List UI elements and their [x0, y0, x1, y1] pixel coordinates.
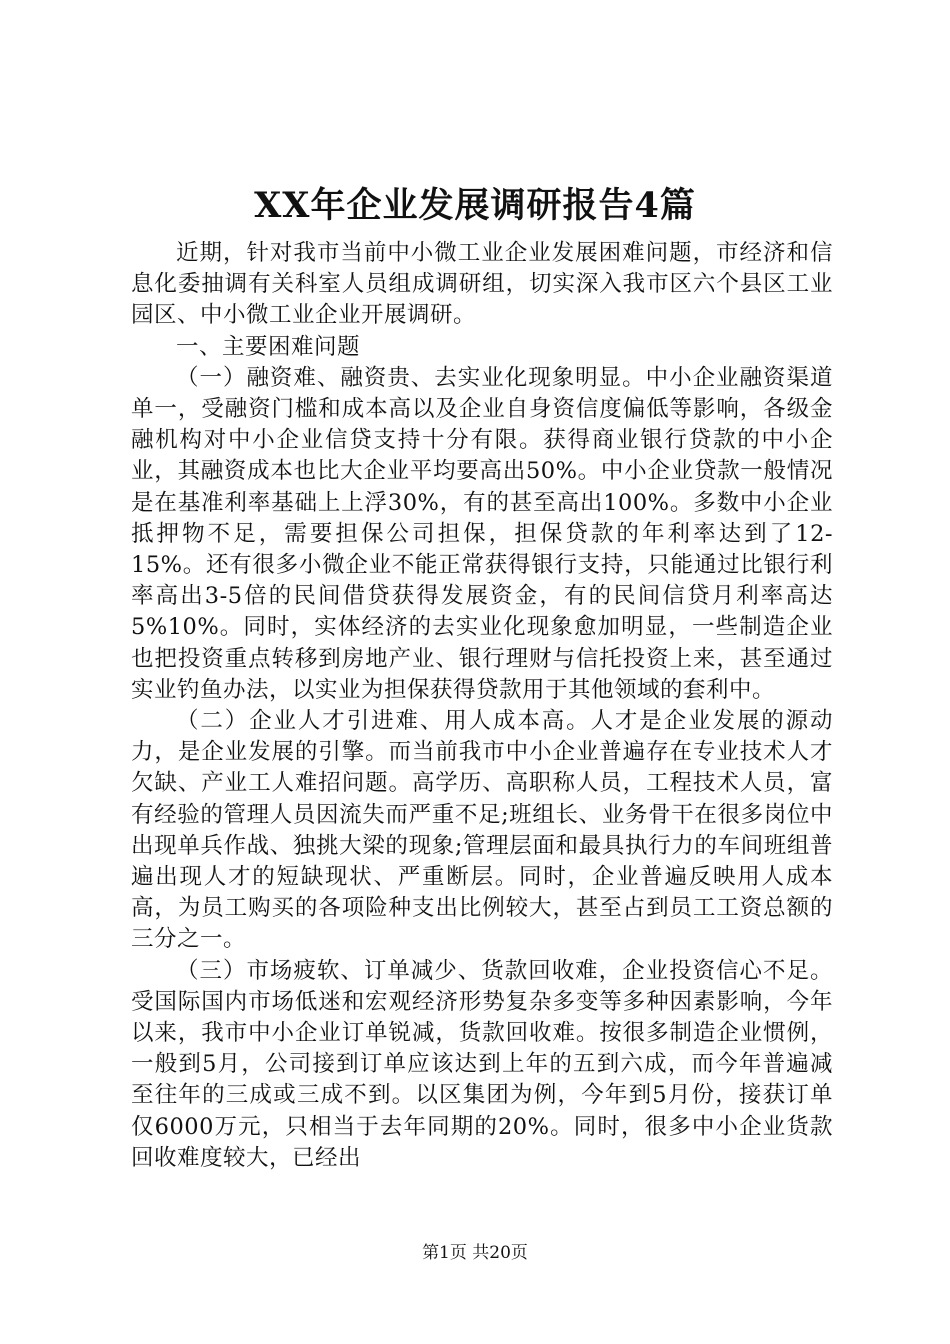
document-title: XX年企业发展调研报告4篇	[254, 185, 696, 226]
page-footer: 第1页 共20页	[422, 1243, 528, 1263]
paragraph-intro: 近期，针对我市当前中小微工业企业发展困难问题，市经济和信息化委抽调有关科室人员组成调研组，切实深入我市区六个县区工业园区、中小微工业企业开展调研。	[131, 240, 833, 329]
document-body	[131, 238, 833, 1174]
paragraph-financing: （一）融资难、融资贵、去实业化现象明显。中小企业融资渠道单一，受融资门槛和成本高以及企业自身资信度偏低等影响，各级金融机构对中小企业信贷支持十分有限。获得商业银行贷款的中小企业，其融资成本也比大企业平均要高出50%。中小企业贷款一般情况是在基准利率基础上上浮30%，有的甚至高出100%。多数中小企业抵押物不足，需要担保公司担保，担保贷款的年利率达到了12-15%。还有很多小微企业不能正常获得银行支持，只能通过比银行利率高出3-5倍的民间借贷获得发展资金，有的民间信贷月利率高达5%10%。同时，实体经济的去实业化现象愈加明显，一些制造企业也把投资重点转移到房地产业、银行理财与信托投资上来，甚至通过实业钓鱼办法，以实业为担保获得贷款用于其他领域的套利中。	[131, 364, 833, 703]
section-heading-main-problems: 一、主要困难问题	[176, 333, 361, 360]
paragraph-talent: （二）企业人才引进难、用人成本高。人才是企业发展的源动力，是企业发展的引擎。而当前我市中小企业普遍存在专业技术人才欠缺、产业工人难招问题。高学历、高职称人员，工程技术人员，富有经验的管理人员因流失而严重不足;班组长、业务骨干在很多岗位中出现单兵作战、独挑大梁的现象;管理层面和最具执行力的车间班组普遍出现人才的短缺现状、严重断层。同时，企业普遍反映用人成本高，为员工购买的各项险种支出比例较大，甚至占到员工工资总额的三分之一。	[131, 708, 833, 953]
paragraph-market: （三）市场疲软、订单减少、货款回收难，企业投资信心不足。受国际国内市场低迷和宏观经济形势复杂多变等多种因素影响，今年以来，我市中小企业订单锐减，货款回收难。按很多制造企业惯例，一般到5月，公司接到订单应该达到上年的五到六成，而今年普遍减至往年的三成或三成不到。以区集团为例，今年到5月份，接获订单仅6000万元，只相当于去年同期的20%。同时，很多中小企业货款回收难度较大，已经出	[131, 957, 833, 1171]
